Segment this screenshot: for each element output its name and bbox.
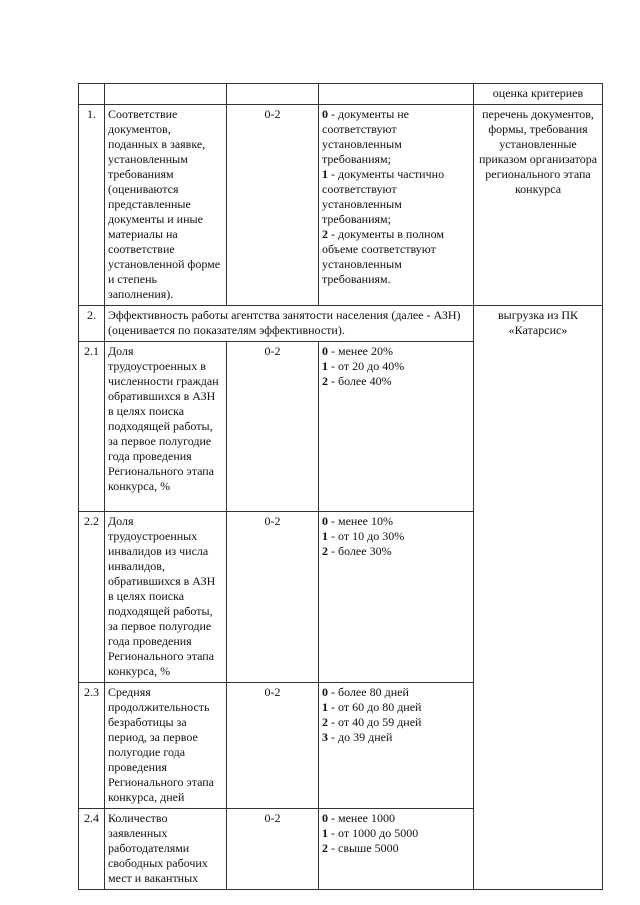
level-item: 1 - от 60 до 80 дней [322,700,422,714]
score-levels [319,512,474,683]
criteria-table [78,83,603,890]
level-item: 0 - менее 1000 [322,811,395,825]
row-number: 2.3 [79,683,105,809]
level-item: 3 - до 39 дней [322,730,393,744]
header-cell-number [79,84,105,105]
score-range: 0-2 [227,512,319,683]
level-item: 0 - менее 20% [322,344,393,358]
level-item: 0 - документы не соответствуют установленным требованиям; [322,107,409,166]
level-item: 1 - от 20 до 40% [322,359,405,373]
level-item: 0 - менее 10% [322,514,393,528]
criterion-text: Доля трудоустроенных в численности граждан обратившихся в АЗН в целях поиска подходящей работы, за первое полугодие года проведения Регионального этапа конкурса, % [105,342,227,512]
section-title: Эффективность работы агентства занятости населения (далее - АЗН) (оценивается по показателям эффективности). [105,306,474,342]
row-number: 2.2 [79,512,105,683]
level-item: 2 - документы в полном объеме соответствуют установленным требованиям. [322,227,444,286]
header-cell-score [227,84,319,105]
level-item: 2 - более 40% [322,374,392,388]
header-cell-levels [319,84,474,105]
level-item: 2 - свыше 5000 [322,841,399,855]
criterion-text: Соответствие документов, поданных в заявке, установленным требованиям (оцениваются представленные документы и иные материалы на соответствие установленной форме и степень заполнения). [105,105,227,306]
score-levels [319,809,474,890]
score-range: 0-2 [227,342,319,512]
row-number: 2. [79,306,105,342]
level-item: 0 - более 80 дней [322,685,409,699]
score-range: 0-2 [227,683,319,809]
level-item: 1 - от 1000 до 5000 [322,826,419,840]
score-range: 0-2 [227,105,319,306]
evaluation-source: выгрузка из ПК «Катарсис» [474,306,603,890]
level-item: 1 - от 10 до 30% [322,529,405,543]
row-number: 1. [79,105,105,306]
criterion-text: Доля трудоустроенных инвалидов из числа инвалидов, обратившихся в АЗН в целях поиска подходящей работы, за первое полугодие года проведения Регионального этапа конкурса, % [105,512,227,683]
row-number: 2.1 [79,342,105,512]
row-number: 2.4 [79,809,105,890]
level-item: 1 - документы частично соответствуют установленным требованиям; [322,167,445,226]
table-row-1 [79,105,603,306]
score-levels [319,683,474,809]
level-item: 2 - от 40 до 59 дней [322,715,422,729]
level-item: 2 - более 30% [322,544,392,558]
score-levels [319,342,474,512]
table-header-row [79,84,603,105]
criterion-text: Средняя продолжительность безработицы за период, за первое полугодие года проведения Регионального этапа конкурса, дней [105,683,227,809]
header-cell-criterion [105,84,227,105]
header-cell-evaluation: оценка критериев [474,84,603,105]
score-levels [319,105,474,306]
score-range: 0-2 [227,809,319,890]
evaluation-source: перечень документов, формы, требования установленные приказом организатора регионального этапа конкурса [474,105,603,306]
table-row-2 [79,306,603,342]
criterion-text: Количество заявленных работодателями свободных рабочих мест и вакантных [105,809,227,890]
